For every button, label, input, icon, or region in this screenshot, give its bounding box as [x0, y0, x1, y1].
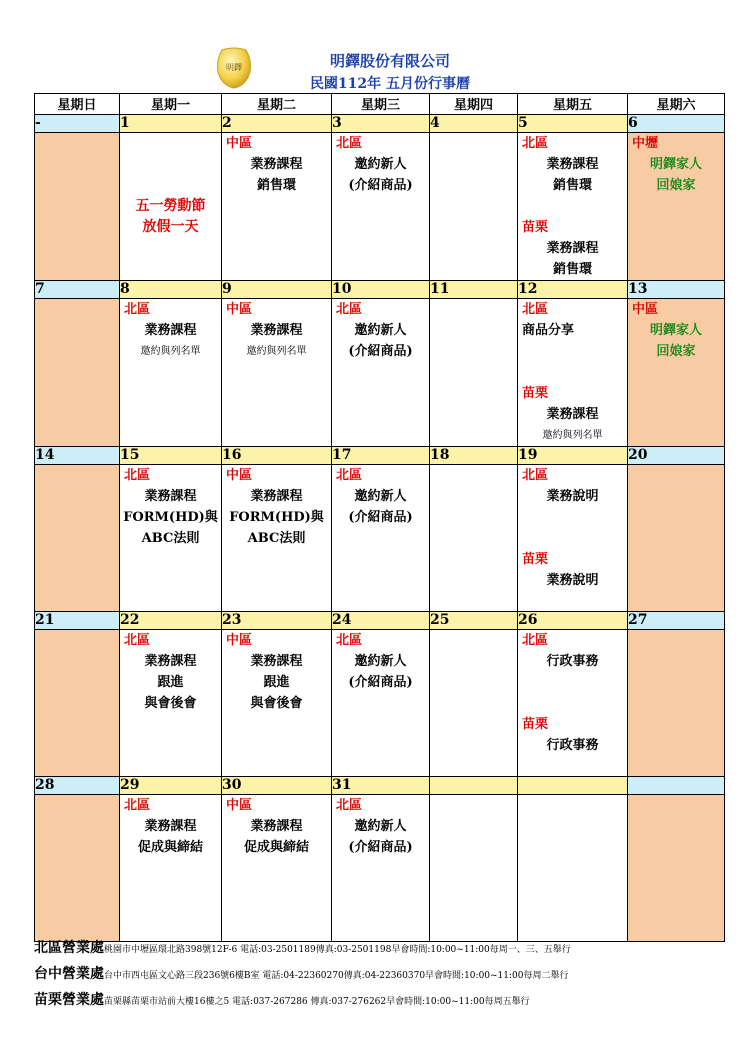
event-text: 邀約與列名單 [140, 346, 201, 357]
date-number: 6 [628, 115, 725, 133]
region-label: 北區 [124, 798, 151, 813]
event-text: (介紹商品) [348, 178, 413, 193]
date-number: 21 [35, 612, 120, 630]
spacer [120, 154, 221, 175]
region-label: 北區 [124, 302, 151, 317]
date-number: 31 [332, 777, 430, 795]
date-number: 29 [120, 777, 222, 795]
date-number: 3 [332, 115, 430, 133]
event-text: 業務課程 [250, 323, 303, 338]
date-number: 23 [222, 612, 332, 630]
office-line [34, 963, 734, 983]
spacer [518, 362, 627, 383]
day-cell [35, 133, 120, 281]
event-text: 邀約新人 [354, 819, 407, 834]
date-number: - [35, 115, 120, 133]
weekday-header: 星期日 [35, 94, 120, 115]
region-label: 中區 [226, 633, 253, 648]
day-cell [518, 630, 628, 777]
day-cell [222, 133, 332, 281]
date-number: 2 [222, 115, 332, 133]
region-label: 苗栗 [522, 717, 549, 732]
day-cell [332, 299, 430, 447]
day-cell [332, 630, 430, 777]
event-text: 邀約新人 [354, 654, 407, 669]
week-date-row [35, 777, 725, 795]
week-date-row [35, 281, 725, 299]
date-number: 13 [628, 281, 725, 299]
weekday-header: 星期三 [332, 94, 430, 115]
day-cell [35, 465, 120, 612]
date-number: 27 [628, 612, 725, 630]
date-number: 26 [518, 612, 628, 630]
event-text: 跟進 [157, 675, 184, 690]
event-text: 回娘家 [656, 344, 696, 359]
event-text: FORM(HD)與 [123, 510, 218, 525]
weekday-header-row [35, 94, 725, 115]
event-text: 回娘家 [656, 178, 696, 193]
day-cell [628, 299, 725, 447]
day-cell [222, 465, 332, 612]
day-cell [518, 299, 628, 447]
week-events-row [35, 795, 725, 942]
date-number: 30 [222, 777, 332, 795]
event-text: FORM(HD)與 [229, 510, 324, 525]
event-text: 與會後會 [144, 696, 197, 711]
event-text: 業務課程 [250, 157, 303, 172]
week-date-row [35, 447, 725, 465]
weekday-header: 星期六 [628, 94, 725, 115]
date-number: 4 [430, 115, 518, 133]
date-number: 5 [518, 115, 628, 133]
region-label: 北區 [522, 633, 549, 648]
region-label: 北區 [522, 302, 549, 317]
day-cell [332, 133, 430, 281]
event-text: 商品分享 [522, 323, 575, 338]
date-number: 20 [628, 447, 725, 465]
weekday-header: 星期四 [430, 94, 518, 115]
date-number: 7 [35, 281, 120, 299]
day-cell [222, 299, 332, 447]
date-number [518, 777, 628, 795]
date-number: 14 [35, 447, 120, 465]
day-cell [332, 795, 430, 942]
weekday-header: 星期二 [222, 94, 332, 115]
event-text: (介紹商品) [348, 840, 413, 855]
event-text: 促成與締結 [137, 840, 203, 855]
date-number: 25 [430, 612, 518, 630]
day-cell [430, 299, 518, 447]
company-logo-icon [214, 46, 254, 90]
office-name: 台中營業處 [34, 966, 104, 982]
spacer [120, 133, 221, 154]
event-text: 邀約新人 [354, 157, 407, 172]
date-number: 28 [35, 777, 120, 795]
office-name: 苗栗營業處 [34, 992, 104, 1008]
date-number: 8 [120, 281, 222, 299]
date-number: 9 [222, 281, 332, 299]
event-text: 業務課程 [250, 819, 303, 834]
office-info: 台中市西屯區文心路三段236號6樓B室 電話:04-22360270傳真:04-22360370早會時間:10:00~11:00每周二舉行 [104, 971, 569, 981]
company-logo [214, 46, 254, 90]
day-cell [120, 465, 222, 612]
day-cell [120, 299, 222, 447]
region-label: 中區 [632, 302, 659, 317]
event-text: 業務課程 [144, 323, 197, 338]
date-number: 12 [518, 281, 628, 299]
event-text: (介紹商品) [348, 675, 413, 690]
region-label: 北區 [124, 468, 151, 483]
spacer [120, 175, 221, 196]
event-text: 業務課程 [546, 157, 599, 172]
region-label: 北區 [522, 468, 549, 483]
event-text: 業務課程 [546, 407, 599, 422]
event-text: 跟進 [263, 675, 290, 690]
week-events-row [35, 630, 725, 777]
event-text: 放假一天 [142, 219, 199, 235]
event-text: 與會後會 [250, 696, 303, 711]
day-cell [628, 630, 725, 777]
day-cell [628, 133, 725, 281]
event-text: 促成與締結 [243, 840, 309, 855]
spacer [518, 196, 627, 217]
spacer [518, 341, 627, 362]
day-cell [120, 630, 222, 777]
region-label: 苗栗 [522, 220, 549, 235]
event-text: 業務說明 [546, 489, 599, 504]
office-line [34, 989, 734, 1009]
day-cell [120, 133, 222, 281]
day-cell [222, 630, 332, 777]
region-label: 北區 [336, 468, 363, 483]
logo-text: 明鐸 [226, 63, 242, 72]
day-cell [430, 795, 518, 942]
region-label: 北區 [336, 302, 363, 317]
event-text: 邀約與列名單 [542, 430, 603, 441]
event-text: 行政事務 [546, 654, 599, 669]
spacer [518, 528, 627, 549]
date-number: 16 [222, 447, 332, 465]
event-text: 行政事務 [546, 738, 599, 753]
region-label: 中壢 [632, 136, 659, 151]
region-label: 苗栗 [522, 386, 549, 401]
date-number: 10 [332, 281, 430, 299]
company-name: 明鐸股份有限公司 [329, 52, 450, 70]
region-label: 中區 [226, 468, 253, 483]
date-number: 15 [120, 447, 222, 465]
spacer [518, 672, 627, 693]
region-label: 中區 [226, 798, 253, 813]
weekday-header: 星期五 [518, 94, 628, 115]
date-number [628, 777, 725, 795]
week-date-row [35, 115, 725, 133]
spacer [518, 507, 627, 528]
event-text: 銷售環 [552, 262, 592, 277]
event-text: 邀約與列名單 [246, 346, 307, 357]
region-label: 北區 [522, 136, 549, 151]
day-cell [222, 795, 332, 942]
office-info: 桃園市中壢區環北路398號12F-6 電話:03-2501189傳真:03-2501198早會時間:10:00~11:00每周一、三、五舉行 [104, 945, 571, 955]
event-text: 業務課程 [144, 489, 197, 504]
day-cell [35, 795, 120, 942]
event-text: 邀約新人 [354, 489, 407, 504]
event-text: (介紹商品) [348, 510, 413, 525]
day-cell [430, 465, 518, 612]
day-cell [35, 630, 120, 777]
week-events-row [35, 299, 725, 447]
region-label: 苗栗 [522, 552, 549, 567]
spacer [518, 693, 627, 714]
date-number: 19 [518, 447, 628, 465]
calendar-subtitle: 民國112年 五月份行事曆 [309, 76, 471, 92]
calendar-table [34, 93, 725, 942]
event-text: 業務說明 [546, 573, 599, 588]
event-text: 明鐸家人 [649, 157, 702, 172]
event-text: 業務課程 [546, 241, 599, 256]
region-label: 北區 [336, 136, 363, 151]
event-text: 業務課程 [250, 489, 303, 504]
day-cell [120, 795, 222, 942]
day-cell [518, 795, 628, 942]
day-cell [628, 795, 725, 942]
week-date-row [35, 612, 725, 630]
day-cell [430, 630, 518, 777]
event-text: 銷售環 [256, 178, 296, 193]
day-cell [430, 133, 518, 281]
date-number: 11 [430, 281, 518, 299]
event-text: (介紹商品) [348, 344, 413, 359]
region-label: 中區 [226, 302, 253, 317]
week-events-row [35, 133, 725, 281]
date-number: 17 [332, 447, 430, 465]
date-number [430, 777, 518, 795]
day-cell [518, 465, 628, 612]
event-text: 銷售環 [552, 178, 592, 193]
region-label: 北區 [124, 633, 151, 648]
day-cell [332, 465, 430, 612]
day-cell [518, 133, 628, 281]
office-line [34, 937, 734, 957]
event-text: 業務課程 [250, 654, 303, 669]
event-text: 邀約新人 [354, 323, 407, 338]
region-label: 中區 [226, 136, 253, 151]
weekday-header: 星期一 [120, 94, 222, 115]
date-number: 22 [120, 612, 222, 630]
region-label: 北區 [336, 798, 363, 813]
event-text: ABC法則 [141, 531, 200, 546]
day-cell [628, 465, 725, 612]
day-cell [35, 299, 120, 447]
date-number: 18 [430, 447, 518, 465]
region-label: 北區 [336, 633, 363, 648]
week-events-row [35, 465, 725, 612]
office-info: 苗栗縣苗栗市站前大樓16樓之5 電話:037-267286 傳真:037-276262早會時間:10:00~11:00每周五舉行 [104, 997, 530, 1007]
date-number: 24 [332, 612, 430, 630]
event-text: ABC法則 [247, 531, 306, 546]
event-text: 五一勞動節 [135, 198, 206, 214]
date-number: 1 [120, 115, 222, 133]
event-text: 明鐸家人 [649, 323, 702, 338]
event-text: 業務課程 [144, 819, 197, 834]
office-name: 北區營業處 [34, 940, 104, 956]
event-text: 業務課程 [144, 654, 197, 669]
